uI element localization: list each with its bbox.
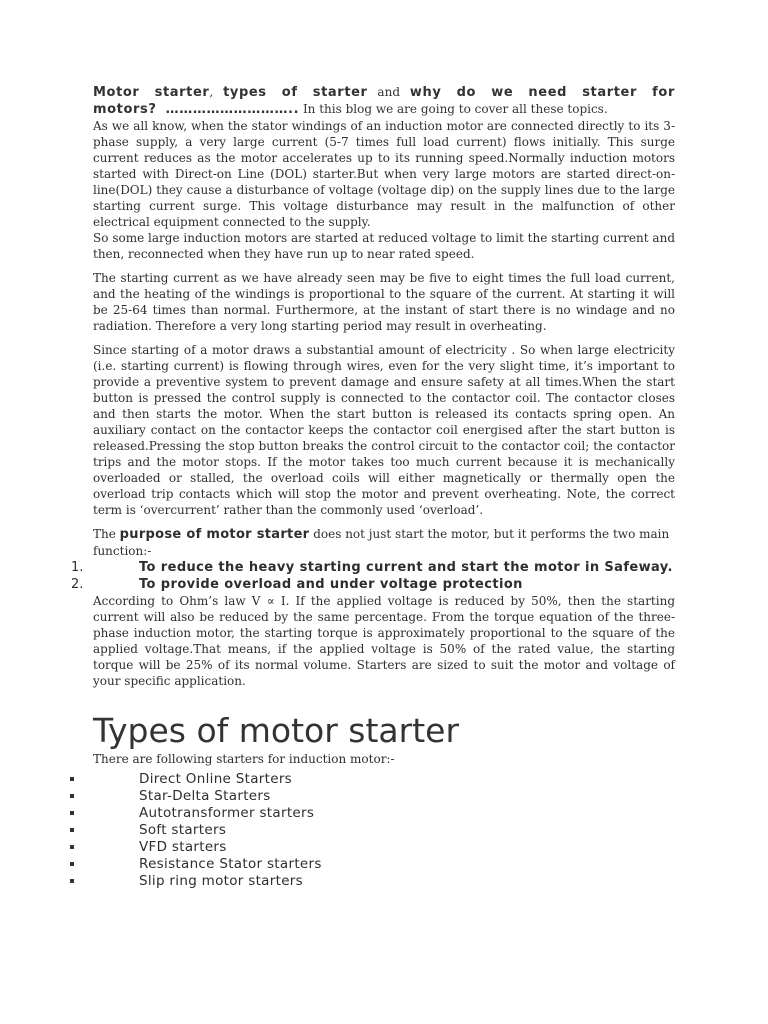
bullet-icon [70, 879, 74, 883]
list-item [93, 771, 675, 788]
intro-blog-note: In this blog we are going to cover all these topics. [299, 102, 608, 116]
list-number: 2. [71, 577, 84, 592]
starter-label: Slip ring motor starters [139, 873, 303, 889]
starter-label: Resistance Stator starters [139, 856, 322, 872]
goal-text: To provide overload and under voltage protection [139, 577, 523, 592]
goal-text: To reduce the heavy starting current and start the motor in Safeway. [139, 560, 673, 575]
bullet-icon [70, 811, 74, 815]
intro-motor-starter: Motor starter [93, 85, 210, 100]
list-item [71, 576, 675, 593]
purpose-heading: purpose of motor starter [119, 527, 310, 542]
types-intro: There are following starters for induction motor:- [93, 752, 395, 766]
intro-why-starter: why do we need starter for [409, 85, 675, 100]
paragraph-starting-current: The starting current as we have already seen may be five to eight times the full load current, and the heating of the windings is proportional to the square of the current. At starting it will be 25-64 times than normal. Furthermore, at the instant of start there is no windage and no radiation. Therefore a very long starting period may result in overheating. [93, 271, 675, 333]
paragraph-contactor: Since starting of a motor draws a substantial amount of electricity . So when large electricity (i.e. starting current) is flowing through wires, even for the very slight time, it’s important to provide a preventive system to prevent damage and ensure safety at all times.When the start button is pressed the control supply is connected to the contactor coil. The contactor closes and then starts the motor. When the start button is released its contacts spring open. An auxiliary contact on the contactor keeps the contactor coil energised after the start button is released.Pressing the stop button breaks the control circuit to the contactor coil; the contactor trips and the motor stops. If the motor takes too much current because it is mechanically overloaded or stalled, the overload coils will either magnetically or thermally open the overload trip contacts which will stop the motor and prevent overheating. Note, the correct term is ‘overcurrent’ rather than the commonly used ‘overload’. [93, 343, 675, 517]
paragraph-reduced-voltage: So some large induction motors are started at reduced voltage to limit the starting current and then, reconnected when they have run up to near rated speed. [93, 231, 675, 261]
intro-motors-dots: motors? ……………………….. [93, 102, 300, 117]
list-item [93, 856, 675, 873]
bullet-icon [70, 828, 74, 832]
list-item [93, 805, 675, 822]
intro-and: and [367, 85, 410, 99]
starter-label: Direct Online Starters [139, 771, 293, 787]
starter-list [93, 771, 675, 890]
intro-heading-line-2 [93, 101, 675, 118]
list-item [93, 822, 675, 839]
intro-heading-line-1 [93, 84, 675, 101]
purpose-prefix: The [93, 527, 120, 541]
bullet-icon [70, 845, 74, 849]
bullet-icon [70, 794, 74, 798]
starter-label: VFD starters [139, 839, 227, 855]
types-heading: Types of motor starter [93, 711, 460, 750]
intro-types-of-starter: types of starter [223, 85, 368, 100]
list-item [93, 839, 675, 856]
starter-label: Autotransformer starters [139, 805, 315, 821]
starter-label: Star-Delta Starters [139, 788, 271, 804]
list-number: 1. [71, 560, 84, 575]
list-item [71, 559, 675, 576]
bullet-icon [70, 862, 74, 866]
starter-label: Soft starters [139, 822, 227, 838]
list-item [93, 873, 675, 890]
intro-comma: , [209, 85, 224, 99]
paragraph-purpose [93, 526, 675, 559]
purpose-suffix: does not just start the motor, but it performs the two main function:- [93, 527, 670, 558]
paragraph-stator-windings: As we all know, when the stator windings of an induction motor are connected directly to its 3-phase supply, a very large current (5-7 times full load current) flows initially. This surge current reduces as the motor accelerates up to its running speed.Normally induction motors started with Direct-on Line (DOL) starter.But when very large motors are started direct-on-line(DOL) they cause a disturbance of voltage (voltage dip) on the supply lines due to the large starting current surge. This voltage disturbance may result in the malfunction of other electrical equipment connected to the supply. [93, 119, 675, 229]
list-item [93, 788, 675, 805]
paragraph-ohms-law: According to Ohm’s law V ∝ I. If the applied voltage is reduced by 50%, then the starting current will also be reduced by the same percentage. From the torque equation of the three-phase induction motor, the starting torque is approximately proportional to the square of the applied voltage.That means, if the applied voltage is 50% of the rated value, the starting torque will be 25% of its normal volume. Starters are sized to suit the motor and voltage of your specific application. [93, 594, 675, 688]
bullet-icon [70, 777, 74, 781]
purpose-list [71, 559, 675, 593]
